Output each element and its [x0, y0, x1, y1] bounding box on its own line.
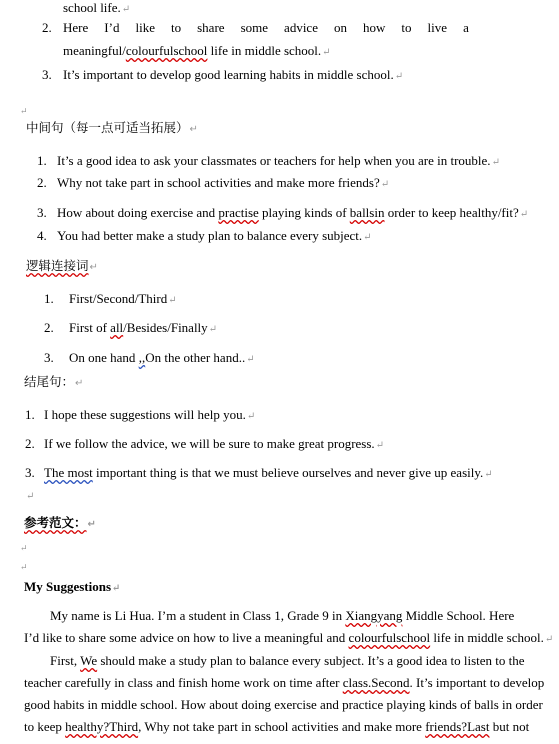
- word: some: [240, 20, 269, 35]
- word: on: [333, 20, 347, 35]
- word: a: [463, 20, 469, 35]
- list-number: 1.: [44, 291, 54, 306]
- body-text: order to keep healthy/fit?: [384, 205, 519, 220]
- paragraph-mark-icon: ↵: [89, 262, 98, 273]
- spellcheck-text: healthy?Third: [65, 719, 139, 734]
- body-text: You had better make a study plan to balance every subject.: [57, 228, 363, 243]
- body-text: teacher carefully in class and finish home work on time after: [24, 675, 343, 690]
- paragraph-mark-icon: ↵: [246, 411, 256, 422]
- word: share: [197, 20, 225, 35]
- body-text: I hope these suggestions will help you.: [44, 407, 246, 422]
- body-text: school life.: [63, 0, 121, 15]
- body-text: /Besides/Finally: [123, 320, 208, 335]
- list-number: 3.: [25, 465, 35, 480]
- paragraph-mark-icon: ↵: [322, 47, 331, 58]
- spellcheck-text: Xiangyang: [345, 608, 403, 623]
- word: advice: [284, 20, 318, 35]
- word: live: [427, 20, 448, 35]
- essay-title: [24, 579, 120, 597]
- section-heading: [26, 258, 98, 276]
- spellcheck-text: ,,: [138, 350, 146, 365]
- body-text: Middle School. Here: [402, 608, 515, 623]
- list-number: 2.: [42, 20, 52, 35]
- heading-text: 逻辑连接词: [26, 258, 89, 273]
- body-text: It’s a good idea to ask your classmates or teachers for help when you are in trouble.: [57, 153, 491, 168]
- list-number: 3.: [42, 67, 52, 82]
- text-line: [69, 320, 217, 338]
- paragraph-mark-icon: ↵: [208, 324, 218, 335]
- body-text: First of: [69, 320, 111, 335]
- text-line: [69, 350, 255, 368]
- text-line: [50, 653, 525, 669]
- paragraph-mark-icon: ↵: [491, 157, 500, 168]
- word: how: [363, 20, 386, 35]
- heading-text: 结尾句：: [24, 374, 75, 389]
- body-text: I’d like to share some advice on how to live a meaningful and: [24, 630, 349, 645]
- text-line: [63, 0, 130, 18]
- word: I’d: [104, 20, 120, 35]
- body-text: life in middle school.: [207, 43, 322, 58]
- paragraph-mark-icon: ↵: [26, 491, 35, 502]
- paragraph-mark-icon: ↵: [363, 232, 372, 243]
- text-line: [50, 608, 514, 624]
- paragraph-mark-icon: ↵: [20, 106, 28, 116]
- paragraph-mark-icon: ↵: [544, 634, 554, 645]
- text-line: [44, 436, 384, 454]
- list-number: 1.: [25, 407, 35, 422]
- body-text: , Why not take part in school activities and make more: [138, 719, 426, 734]
- text-line: [63, 67, 403, 85]
- paragraph-mark-icon: ↵: [112, 583, 121, 594]
- paragraph-mark-icon: ↵: [519, 209, 529, 220]
- text-line: [24, 630, 553, 648]
- text-line: [57, 228, 372, 246]
- text-line: [24, 697, 543, 713]
- list-number: 2.: [44, 320, 54, 335]
- spellcheck-text: class.Second: [342, 675, 410, 690]
- spellcheck-text: colourfulschool: [348, 630, 431, 645]
- body-text: meaningful/: [63, 43, 126, 58]
- list-number: 4.: [37, 228, 47, 243]
- text-line: [57, 205, 528, 223]
- body-text: On one hand: [69, 350, 139, 365]
- word: like: [135, 20, 155, 35]
- spellcheck-text: We: [80, 653, 98, 668]
- body-text: If we follow the advice, we will be sure to make great progress.: [44, 436, 375, 451]
- text-line: [44, 465, 493, 483]
- section-heading: [24, 515, 96, 533]
- body-text: important thing is that we must believe ourselves and never give up easily.: [92, 465, 484, 480]
- word: to: [170, 20, 182, 35]
- paragraph-mark-icon: ↵: [189, 124, 198, 135]
- list-number: 3.: [44, 350, 54, 365]
- paragraph-mark-icon: ↵: [246, 354, 255, 365]
- text-line: [24, 719, 529, 735]
- list-number: 2.: [37, 175, 47, 190]
- heading-text: 参考范文：: [24, 515, 87, 530]
- body-text: good habits in middle school. How about doing exercise and practice playing kinds of balls in order: [24, 697, 543, 712]
- paragraph-mark-icon: ↵: [87, 519, 96, 530]
- body-text: My name is Li Hua. I’m a student in Class 1, Grade 9 in: [50, 608, 346, 623]
- spellcheck-text: The most: [44, 465, 93, 480]
- body-text: First/Second/Third: [69, 291, 168, 306]
- body-text: to keep: [24, 719, 66, 734]
- word: Here: [63, 20, 89, 35]
- paragraph-mark-icon: ↵: [121, 4, 131, 15]
- paragraph-mark-icon: ↵: [75, 378, 84, 389]
- word: to: [401, 20, 412, 35]
- spellcheck-text: practise: [218, 205, 259, 220]
- body-text: life in middle school.: [430, 630, 544, 645]
- text-line: [57, 153, 500, 171]
- text-line: [57, 175, 389, 193]
- body-text: but not: [489, 719, 530, 734]
- list-number: 1.: [37, 153, 47, 168]
- title-text: My Suggestions: [24, 579, 112, 594]
- paragraph-mark-icon: ↵: [380, 179, 390, 190]
- text-line: [24, 675, 544, 691]
- body-text: It’s important to develop good learning habits in middle school.: [63, 67, 394, 82]
- section-heading: [24, 374, 83, 392]
- list-item-justified: [63, 20, 469, 36]
- paragraph-mark-icon: ↵: [394, 71, 404, 82]
- list-number: 2.: [25, 436, 35, 451]
- body-text: On the other hand..: [145, 350, 246, 365]
- paragraph-mark-icon: ↵: [20, 543, 28, 553]
- list-number: 3.: [37, 205, 47, 220]
- body-text: How about doing exercise and: [57, 205, 219, 220]
- body-text: First,: [50, 653, 81, 668]
- paragraph-mark-icon: ↵: [20, 562, 28, 572]
- paragraph-mark-icon: ↵: [375, 440, 385, 451]
- text-line: [69, 291, 177, 309]
- section-heading: [26, 120, 198, 138]
- body-text: playing kinds of: [258, 205, 350, 220]
- body-text: Why not take part in school activities and make more friends?: [57, 175, 380, 190]
- spellcheck-text: ballsin: [349, 205, 385, 220]
- paragraph-mark-icon: ↵: [484, 469, 493, 480]
- spellcheck-text: friends?Last: [425, 719, 490, 734]
- spellcheck-text: colourfulschool: [125, 43, 208, 58]
- heading-text: 中间句（每一点可适当拓展）: [26, 120, 189, 135]
- body-text: should make a study plan to balance every subject. It’s a good idea to listen to the: [97, 653, 525, 668]
- text-line: [44, 407, 255, 425]
- spellcheck-text: all: [110, 320, 124, 335]
- body-text: . It’s important to develop: [409, 675, 545, 690]
- text-line: [63, 43, 331, 61]
- paragraph-mark-icon: ↵: [168, 295, 177, 306]
